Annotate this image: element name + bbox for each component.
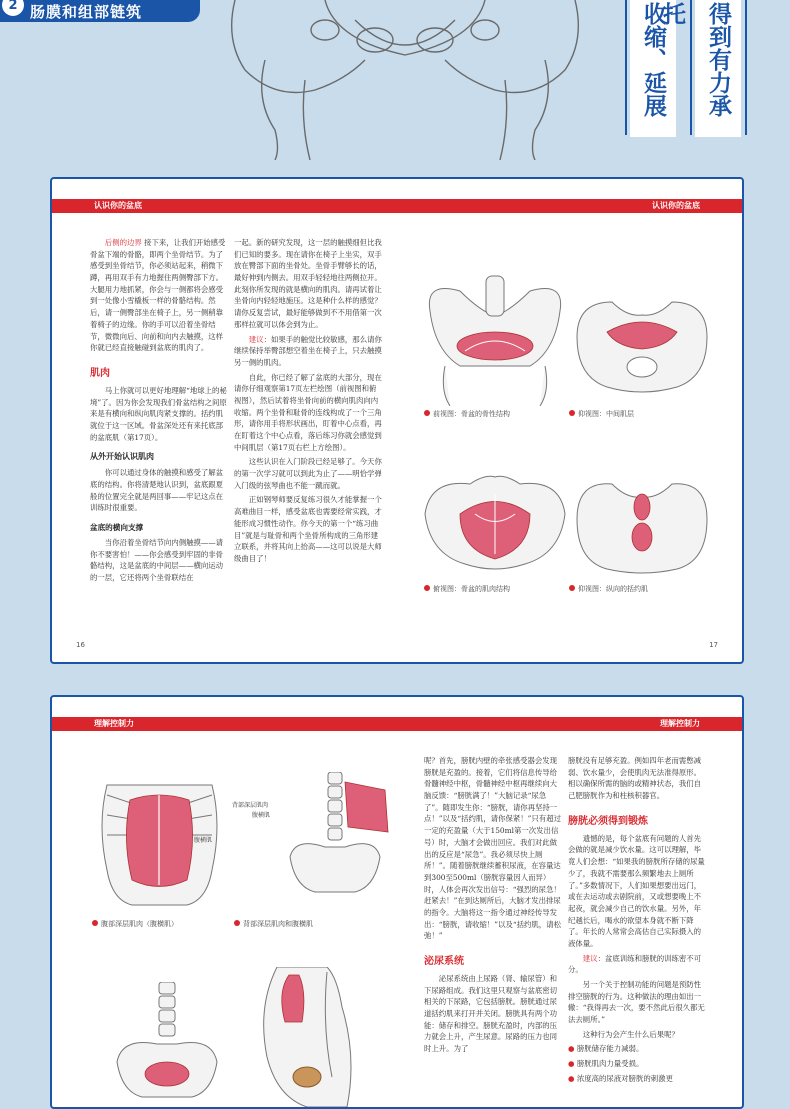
bullet-icon: ●: [568, 1044, 575, 1054]
tip-label: 建议: [248, 334, 264, 344]
book-spread-control: [50, 695, 744, 1109]
bullet-icon: [569, 410, 575, 416]
paragraph: 马上你就可以更好地理解“地球上的秘境”了。因为你会发现我们骨盆结构之间原来是有横向和纵向肌肉紧支撑的。括约肌就位于这一区域。骨盆深处还有来托底部的盆底肌（第17页）。: [90, 385, 227, 442]
text-column-4: 膀胱没有足够充盈。例如四年老而需憋减弱、饮水量少，会使肌肉无法准得原形。相以确保所需的脑的或精神状态，我们自己肥膀胱作为和柱核积器官。 膀胱必须得到锻炼 遗憾的是，每个盆底有问题的人首先会做的就是减少饮水量。这可以理解，毕竟人们会想：“如果我的膀胱所存储的尿量少了，我就不需要那么频繁地去上厕所了。”多数情况下，人们如果想要出远门，或在去运动或去剧院前，又或想要晚上不起夜，就会减少自己的饮水量。另外，年纪越长后，喝水的欲望本身就不断下降了。年长的人常常会高估自己实际摄入的液体量。 建议：盆底训练和膀胱的训练密不可分。 另一个关于控制功能的问题是预防性排空膀胱的行为。这种做法的理由如出一辙：“我得再去一次，要不然此后很久都无法去厕所。” 这种行为会产生什么后果呢？ ● 膀胱储存能力减弱。 ● 膀胱肌肉力量受损。 ● 浓度高的尿液对膀胱的刺激更: [568, 756, 705, 1083]
vertical-heading-1: 收缩、延展: [630, 0, 676, 137]
header-right: 认识你的盆底: [652, 201, 700, 210]
bullet-icon: [424, 585, 430, 591]
paragraph: 遗憾的是，每个盆底有问题的人首先会做的就是减少饮水量。这可以理解，毕竟人们会想：“如果我的膀胱所存储的尿量少了，我就不需要那么频繁地去上厕所了。”多数情况下，人们如果想要出远门，或在去运动或去剧院前，又或想要晚上不起夜，就会减少自己的饮水量。另外，年纪越长后，喝水的欲望本身就不断下降了。年长的人常常会高估自己实际摄入的液体量。: [568, 833, 705, 948]
figure-label: 腹横肌: [252, 812, 271, 819]
bullet-icon: [92, 920, 98, 926]
figure-caption: 前视图：骨盆的骨性结构: [424, 409, 510, 419]
pelvis-bottom-view-sphincter-figure: [567, 469, 717, 579]
spine-back-muscle-figure: [270, 772, 400, 912]
paragraph: 当你沿着坐骨结节向内侧触摸——请你不要害怕！——你会感受到牢固的非骨骼结构，这是盆底的中间层——横向运动的一层，它还将两个坐骨联结在: [90, 538, 224, 583]
divider-line: [745, 0, 747, 135]
text-column-2: 一起。新的研究发现，这一层的触摸细但比我们已知的要多。现在请你在椅子上坐实，双手放在臀部下面的坐骨处。坐骨手臂够长的话，最好伸到内侧去。用双手轻轻地往两侧拉开。此刻你所发现的就是横向的肌肉。请再试着让坐骨向内轻轻地施压。这是种什么样的感觉？请你反复尝试，最好能够做到不不用借第一次那样拉就可以体会到为止。 建议：如果手的触觉比较敏感，那么请你继续保持举臀部想空着坐在椅子上，只去触摸另一侧的肌肉。 自此，你已经了解了盆底的大部分，现在请你仔细观察第17页左栏绘图（前视图和俯视图），然后试着将坐骨向前的横向肌肉向内收缩。两个坐骨和耻骨的连线构成了一个三角形，请你用手将形状画出，盯着中心点看，再在盯着这个中心点看，落后练习你就会感觉到中间肌层（第17页右栏上方绘图）。 这些认识在入门阶段已经足够了。今天你的第一次学习就可以到此为止了——明恰学弹入门级的弦琴曲也不能一蹴而就。 正如钢琴师要反复练习很久才能掌握一个高难曲目一样，感受盆底也需要经常实践，才能形成习惯性动作。你今天的第一个“练习曲目”就是与耻骨和两个坐骨所构成的三角形建立联系，并将其向上抬高——这可以说是大师级曲目了！: [234, 238, 382, 563]
figure-caption: 仰视图：纵向的括约肌: [569, 584, 648, 594]
header-right: 理解控制力: [660, 719, 700, 728]
figure-caption: 仰视图：中间肌层: [569, 409, 634, 419]
paragraph: 这种行为会产生什么后果呢？: [582, 1029, 679, 1039]
paragraph: 接下来，让我们开始感受骨盆下端的骨骼，即两个坐骨结节。为了感受到坐骨结节，你必须站起来，稍微下蹲，再用双手有力地握住两侧臀部下方。大腿用力地抓紧，你会与一侧都将会感受到一处像小雪橇板一样的骨骼结构。然后，请一侧臀部坐在椅子上，另一侧稍靠着椅子的边缘。你的手可以沿着坐骨结节，微微向后、向前和向内去触摸，这样你就已经直接触碰到盆底的肌肉了。: [90, 238, 226, 353]
text-column-1: [90, 237, 228, 587]
bullet-icon: ●: [568, 1073, 575, 1083]
paragraph: 泌尿系统由上尿路（肾、输尿管）和下尿路组成。我们这里只观察与盆底密切相关的下尿路，它包括膀胱。膀胱通过尿道括约肌来打开并关闭。膀胱具有两个功能：储存和排空。膀胱充盈时，内部的压力就会上升，产生尿意。尿路的压力也同时上升。为了: [424, 974, 558, 1054]
bullet-icon: [234, 920, 240, 926]
section-title: 肠膜和组部链筑: [30, 3, 143, 21]
paragraph: 正如钢琴师要反复练习很久才能掌握一个高难曲目一样，感受盆底也需要经常实践，才能形成习惯性动作。你今天的第一个“练习曲目”就是与耻骨和两个坐骨所构成的三角形建立联系，并将其向上抬高——这可以说是大师级曲目了！: [234, 495, 382, 563]
text-column-3: [424, 755, 562, 1058]
paragraph: 盆底训练和膀胱的训练密不可分。: [568, 953, 702, 975]
bullet-icon: ●: [568, 1059, 575, 1069]
vertical-heading-2: 得到有力承托: [695, 0, 741, 137]
page-number: 16: [76, 641, 85, 649]
pelvis-bottom-view-middle-layer-figure: [567, 287, 717, 397]
header-left: 认识你的盆底: [94, 201, 142, 210]
pelvis-skeleton-illustration: [205, 0, 605, 160]
section-number-badge: 2: [2, 0, 24, 16]
figure-caption: 俯视图：骨盆的肌肉结构: [424, 584, 510, 594]
paragraph: 一起。新的研究发现，这一层的触摸细但比我们已知的要多。现在请你在椅子上坐实，双手放在臀部下面的坐骨处。坐骨手臂够长的话，最好伸到内侧去。用双手轻轻地往两侧拉开。此刻你所发现的就是横向的肌肉。请再试着让坐骨向内轻轻地施压。这是种什么样的感觉？请你反复尝试，最好能够做到不不用借第一次那样拉就可以体会到为止。: [234, 238, 382, 329]
top-strip: [0, 0, 790, 160]
paragraph: 如果手的触觉比较敏感，那么请你继续保持举臀部想空着坐在椅子上，只去触摸另一侧的肌肉。: [234, 334, 382, 367]
section-heading: 肌肉: [90, 367, 110, 379]
paragraph: 另一个关于控制功能的问题是预防性排空膀胱的行为。这种做法的理由如出一辙：“我得再去一次，要不然此后很久都无法去厕所。”: [568, 980, 705, 1025]
figure-label: 背部深层肌肉: [232, 802, 269, 809]
pelvis-top-view-muscles-figure: [420, 469, 570, 579]
spine-pelvis-front-figure: [112, 982, 222, 1102]
paragraph: 自此，你已经了解了盆底的大部分，现在请你仔细观察第17页左栏绘图（前视图和俯视图），然后试着将坐骨向前的横向肌肉向内收缩。两个坐骨和耻骨的连线构成了一个三角形，请你用手将形状画出，盯着中心点看，再在盯着这个中心点看，落后练习你就会感觉到中间肌层（第17页右栏上方绘图）。: [234, 372, 382, 452]
book-spread-16-17: [50, 177, 744, 664]
figure-caption: 腹部深层肌肉（腹横肌）: [92, 919, 178, 929]
bullet-icon: [569, 585, 575, 591]
list-item: 膀胱肌肉力量受损。: [576, 1059, 644, 1069]
running-header: [52, 717, 742, 731]
section-banner: [0, 0, 200, 22]
bullet-icon: [424, 410, 430, 416]
subheading: 盆底的横向支撑: [90, 523, 144, 533]
pelvis-front-view-figure: [420, 271, 570, 406]
subheading: 从外开始认识肌肉: [90, 452, 154, 462]
running-header: [52, 199, 742, 213]
side-section-figure: [247, 967, 367, 1107]
paragraph: 膀胱没有足够充盈。例如四年老而需憋减弱、饮水量少，会使肌肉无法准得原形。相以确保所需的脑的或精神状态，我们自己肥膀胱作为和柱核积器官。: [568, 756, 702, 801]
tip-label: 建议: [582, 953, 598, 963]
page-number: 17: [709, 641, 718, 649]
header-left: 理解控制力: [94, 719, 134, 728]
section-heading: 泌尿系统: [424, 956, 464, 967]
paragraph: 呢？首先，膀胱内壁的牵张感受器会发现膀胱是充盈的。接着，它们将信息传导给骨髓神经中枢，骨髓神经中枢再继续向大脑反馈：“膀胱满了！”大脑记录“尿急了”。随即发生你：“膀胱，请你再坚持一点！”以及“括约肌，请你保紧！”只有超过一定的充盈量（大于150ml第一次发出信号）时，大脑才会做出回应。我们对此做出的反应是“尿急”。我必须尽快上厕所！”。随着膀胱继续蓄积尿液，在容量达到300至500ml（膀胱容量因人而异）时，人体会再次发出信号：“强烈的尿急！赶紧去！”在到达厕所后，大脑才发出排尿的指令。大脑将这一指令通过神经传导发出：“膀胱，请收缩！”以及“括约肌，请松弛！”: [424, 756, 561, 941]
paragraph: 你可以通过身体的触摸和感受了解盆底的结构。你将清楚地认识到，盆底跟夏般的位置完全就是两回事——牢记这点在训练时很重要。: [90, 468, 224, 513]
figure-label: 腹横肌: [194, 837, 213, 844]
list-item: 膀胱储存能力减弱。: [576, 1044, 644, 1054]
divider-line: [625, 0, 627, 135]
figure-caption: 背部深层肌肉和腹横肌: [234, 919, 313, 929]
section-heading: 膀胱必须得到锻炼: [568, 815, 648, 827]
list-item: 浓度高的尿液对膀胱的刺激更: [576, 1073, 673, 1083]
paragraph: 这些认识在入门阶段已经足够了。今天你的第一次学习就可以到此为止了——明恰学弹入门级的弦琴曲也不能一蹴而就。: [234, 457, 382, 490]
inline-heading: 后侧的边界: [104, 238, 142, 247]
